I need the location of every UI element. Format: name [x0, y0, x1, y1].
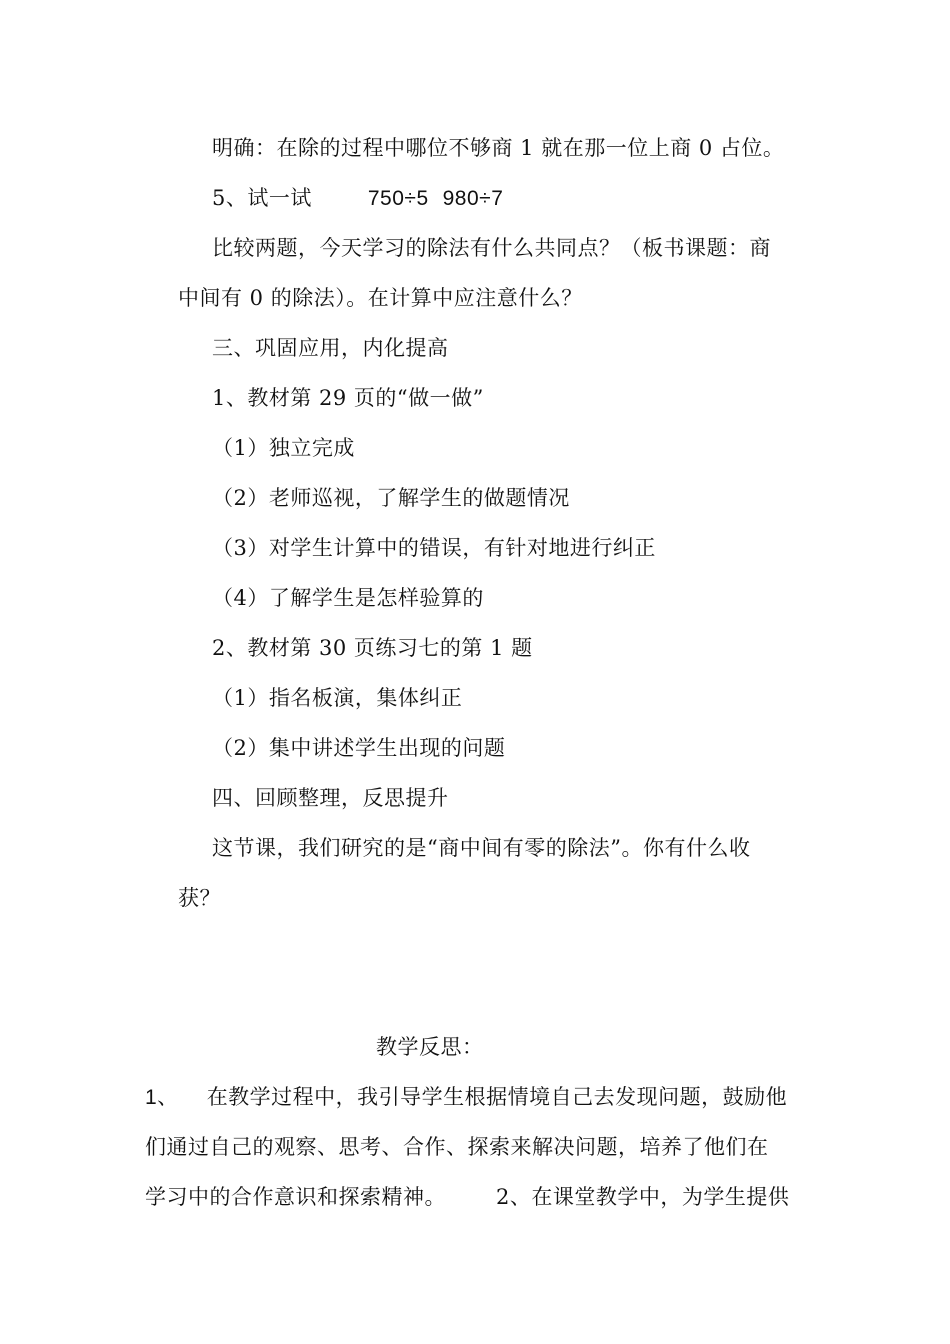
compare-paragraph-line-1: 比较两题，今天学习的除法有什么共同点？（板书课题：商 — [212, 236, 771, 260]
reflection-line-3-part-a: 学习中的合作意识和探索精神。 — [145, 1185, 446, 1209]
reflection-title: 教学反思： — [376, 1035, 484, 1059]
summary-paragraph-line-1: 这节课，我们研究的是“商中间有零的除法”。你有什么收 — [212, 836, 751, 860]
reflection-item-number: 1、 — [145, 1086, 179, 1109]
section-heading-4: 四、回顾整理，反思提升 — [212, 786, 449, 810]
summary-paragraph-line-2: 获？ — [178, 886, 221, 910]
compare-paragraph-line-2: 中间有 0 的除法）。在计算中应注意什么？ — [178, 286, 583, 310]
reflection-line-3 — [145, 1182, 789, 1212]
reflection-line-1-text: 在教学过程中，我引导学生根据情境自己去发现问题，鼓励他 — [206, 1085, 788, 1109]
try-it-line — [212, 183, 503, 214]
clarify-paragraph: 明确：在除的过程中哪位不够商 1 就在那一位上商 0 占位。 — [212, 136, 785, 160]
exercise-item-1: 1、教材第 29 页的“做一做” — [212, 386, 484, 410]
exercise-item-2: 2、教材第 30 页练习七的第 1 题 — [212, 636, 533, 660]
exercise-item-1-sub-4: （4）了解学生是怎样验算的 — [212, 586, 484, 610]
exercise-item-1-sub-2: （2）老师巡视，了解学生的做题情况 — [212, 486, 570, 510]
expression-980-div-7: 980÷7 — [442, 187, 504, 210]
section-heading-3: 三、巩固应用，内化提高 — [212, 336, 449, 360]
exercise-item-2-sub-2: （2）集中讲述学生出现的问题 — [212, 736, 506, 760]
exercise-item-1-sub-1: （1）独立完成 — [212, 436, 355, 460]
exercise-item-1-sub-3: （3）对学生计算中的错误，有针对地进行纠正 — [212, 536, 656, 560]
expression-750-div-5: 750÷5 — [367, 187, 429, 210]
reflection-line-3-part-b: 2、在课堂教学中，为学生提供 — [496, 1185, 790, 1209]
exercise-item-2-sub-1: （1）指名板演，集体纠正 — [212, 686, 463, 710]
reflection-line-2: 们通过自己的观察、思考、合作、探索来解决问题，培养了他们在 — [145, 1135, 769, 1159]
reflection-line-1 — [145, 1082, 787, 1113]
try-it-label: 5、试一试 — [212, 186, 312, 210]
